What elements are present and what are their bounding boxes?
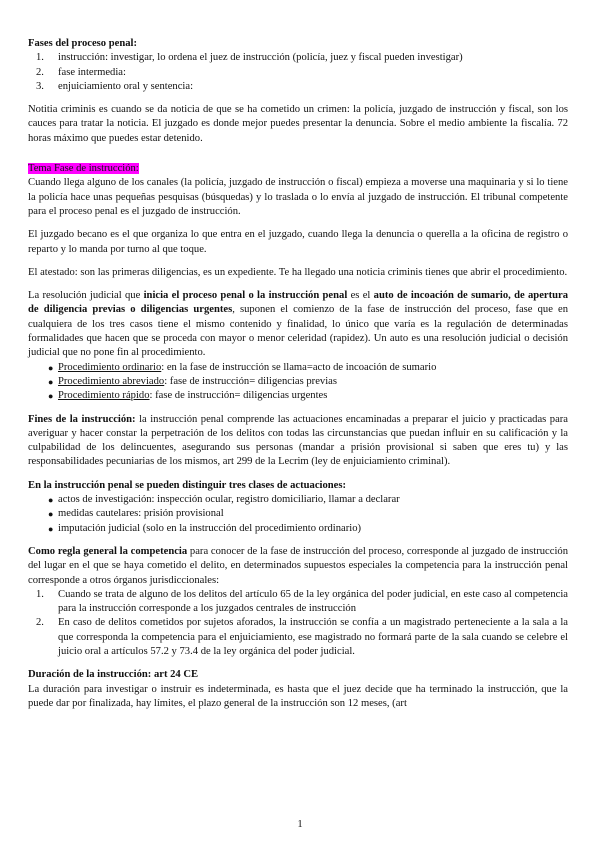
duracion-title: Duración de la instrucción: art 24 CE — [28, 669, 199, 681]
actuaciones-title: En la instrucción penal se pueden distinguir tres clases de actuaciones: — [28, 479, 347, 491]
notitia-paragraph: Notitia criminis es cuando se da noticia de que se ha cometido un crimen: la policía, juzgado de instrucción y fiscal, son los cauces para tratar la noticia. El juzgado es donde mejor puedes presentar la denuncia. Sobre el medio ambiente la fiscalía. 72 horas máximo que puedes estar detenido. — [28, 104, 568, 144]
list-item: 3. enjuiciamiento oral y sentencia: — [36, 80, 194, 92]
duracion-paragraph: La duración para investigar o instruir es indeterminada, es hasta que el juez decide que ha terminado la instrucción, que la puede dar por finalizada, hay límites, el plazo general de la instrucción son 12 meses, (art — [28, 683, 568, 709]
list-item: 2. fase intermedia: — [36, 66, 126, 78]
list-item: ● Procedimiento abreviado: fase de instrucción= diligencias previas — [48, 375, 337, 387]
list-item: 1. Cuando se trata de alguno de los delitos del artículo 65 de la ley orgánica del poder judicial, en este caso al competencia para la instrucción corresponde a los juzgados centrales de instrucción — [36, 588, 568, 615]
fines-paragraph: Fines de la instrucción: la instrucción penal comprende las actuaciones encaminadas a preparar el juicio y practicadas para averiguar y hacer constar la perpetración de los delitos con todas las circunstancias que puedan influir en su calificación y la culpabilidad de los delincuentes, asegurando sus personas (mandar a prisión provisional si saben que eres tu) y las responsabilidades pecuniarias de los mismos, art 299 de la Lecrim (ley de enjuiciamiento criminal). — [28, 413, 568, 468]
juzgado-becano-paragraph: El juzgado becano es el que organiza lo que entra en el juzgado, cuando llega la denuncia o querella a la oficina de registro o reparto y lo manda por turno al que toque. — [28, 229, 568, 255]
phases-title: Fases del proceso penal: — [28, 38, 137, 49]
resolucion-paragraph: La resolución judicial que inicia el proceso penal o la instrucción penal es el auto de incoación de sumario, de apertura de diligencia previas o diligencias urgentes, suponen el comienzo de la fase de instrucción del proceso, fase que en cualquiera de los tres casos tiene el mismo contenido y finalidad, lo único que varía es la regulación de determinadas formalidades que hacen que se proceda con mayor o menor celeridad (rapidez). Un auto es una resolución judicial o decisión judicial que no pone fin al procedimiento. — [28, 290, 569, 359]
list-item: ● imputación judicial (solo en la instrucción del procedimiento ordinario) — [48, 522, 362, 534]
list-item: ● actos de investigación: inspección ocular, registro domiciliario, llamar a declarar — [48, 494, 400, 506]
list-item: ● Procedimiento ordinario: en la fase de instrucción se llama=acto de incoación de sumario — [48, 361, 437, 373]
actuaciones-list — [28, 493, 568, 536]
list-item: 2. En caso de delitos cometidos por sujetos aforados, la instrucción se confía a un magistrado perteneciente a la sala a la que corresponda la competencia para el enjuiciamiento, ese magistrado no formará parte de la sala cuando se celebre el juicio oral a artículos 57.2 y 73.4 de la ley orgánica del poder judicial. — [36, 617, 568, 657]
tema-paragraph: Cuando llega alguno de los canales (la policía, juzgado de instrucción o fiscal) empieza a moverse una maquinaria y si lo tiene la policía hace unas pequeñas pesquisas (búsquedas) y lo traslada o lo envía al juzgado de instrucción. El tribunal competente para el proceso penal es el juzgado de instrucción. — [28, 177, 568, 217]
page-number: 1 — [297, 819, 303, 830]
procedimientos-list — [28, 361, 568, 404]
phases-list — [28, 51, 568, 94]
atestado-paragraph: El atestado: son las primeras diligencias, es un expediente. Te ha llegado una noticia criminis tienes que abrir el procedimiento. — [28, 266, 568, 278]
competencia-paragraph: Como regla general la competencia para conocer de la fase de instrucción del proceso, corresponde al juzgado de instrucción del lugar en el que se haya cometido el delito, en determinados supuestos especiales la competencia para la instrucción penal corresponde a otros órganos jurisdiccionales: — [28, 545, 569, 586]
list-item: 1. instrucción: investigar, lo ordena el juez de instrucción (policía, juez y fiscal pueden investigar) — [36, 52, 463, 64]
list-item: ● medidas cautelares: prisión provisional — [48, 508, 224, 520]
list-item: ● Procedimiento rápido: fase de instrucción= diligencias urgentes — [48, 390, 328, 402]
competencia-list — [28, 588, 568, 659]
tema-highlight-label: Tema Fase de instrucción: — [28, 163, 139, 175]
